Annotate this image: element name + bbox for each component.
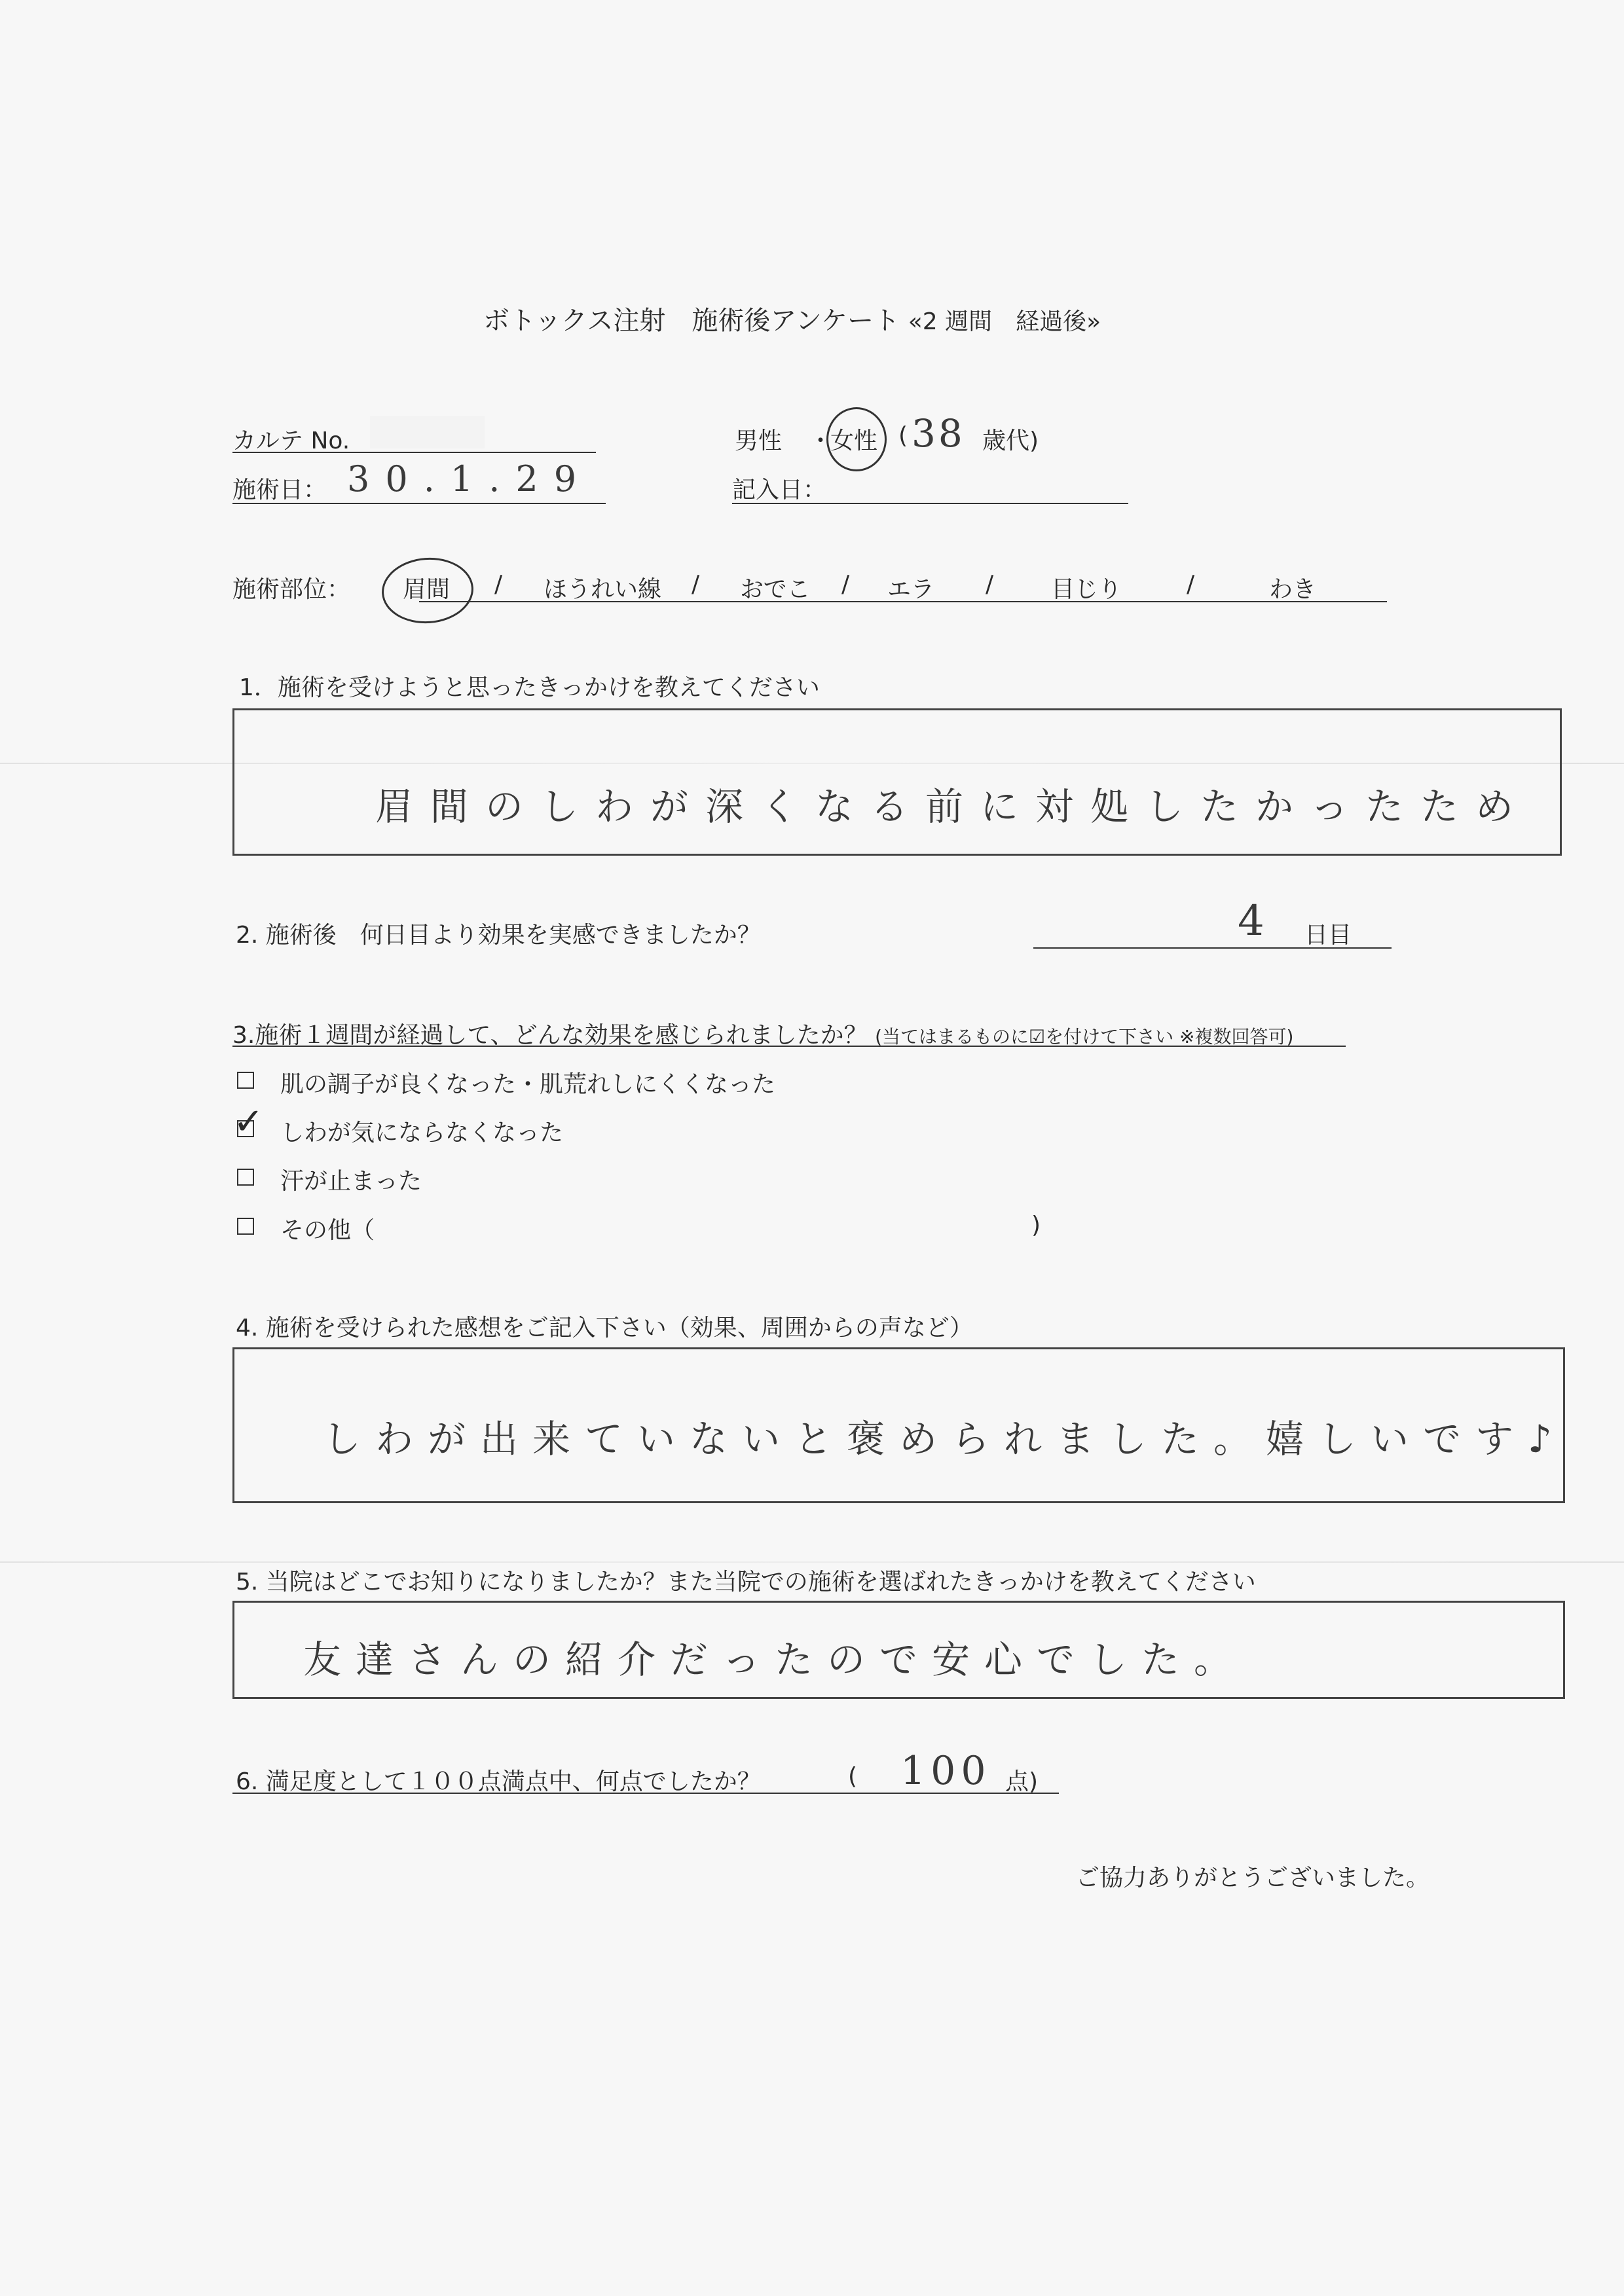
age-value[interactable]: 38 [912,411,965,456]
checkbox-skin[interactable] [237,1072,254,1089]
gender-selected-circle [826,407,887,471]
thanks-message: ご協力ありがとうございました。 [1076,1865,1430,1891]
option-other-close: ) [1031,1212,1041,1239]
gender-male[interactable]: 男性 [735,428,783,454]
gender-separator: ・ [809,428,833,454]
site-selected-circle [380,555,476,627]
q6-question: 6. 満足度として１００点満点中、何点でしたか？ [236,1768,761,1795]
q3-note: (当てはまるものに☑を付けて下さい ※複数回答可) [875,1026,1294,1048]
checkbox-sweat[interactable] [237,1169,254,1186]
age-open: ( [898,422,908,449]
site-separator: / [841,571,850,598]
title-text: ボトックス注射 施術後アンケート [483,306,900,336]
option-other-label: その他（ [280,1217,375,1244]
q6-underline [232,1793,1059,1794]
site-option[interactable]: おでこ [740,576,811,603]
survey-title [483,300,1101,337]
site-separator: / [1187,571,1195,598]
q4-answer-box[interactable] [232,1347,1565,1503]
q5-answer: 友達さんの紹介だったので安心でした。 [303,1637,1247,1682]
q3-underline [232,1046,1346,1047]
treatment-date-label: 施術日： [232,477,327,503]
q2-question: 2. 施術後 何日目より効果を実感できましたか？ [236,922,761,949]
site-separator: / [692,571,700,598]
sites-label: 施術部位： [232,576,351,603]
q3-question-text: 3.施術１週間が経過して、どんな効果を感じられましたか？ [232,1022,868,1049]
site-option[interactable]: わき [1269,576,1317,603]
q4-question: 4. 施術を受けられた感想をご記入下さい（効果、周囲からの声など） [236,1315,973,1341]
sites-underline [419,601,1387,602]
q2-unit: 日目 [1304,922,1352,949]
entry-date-label: 記入日： [732,477,827,503]
q4-answer: しわが出来ていないと褒められました。嬉しいです♪ [323,1417,1567,1461]
q5-question: 5. 当院はどこでお知りになりましたか？また当院での施術を選ばれたきっかけを教えてください [236,1569,1256,1595]
paper-fold-line [0,1561,1624,1563]
option-skin-label: 肌の調子が良くなった・肌荒れしにくくなった [280,1071,776,1098]
entry-date-value[interactable] [838,468,1113,498]
entry-date-underline [732,503,1128,504]
q2-answer[interactable]: 4 [1238,897,1264,945]
site-option[interactable]: 眉間 [403,576,451,603]
q6-answer[interactable]: 100 [900,1748,991,1794]
q6-open: ( [848,1763,858,1790]
gender-female[interactable]: 女性 [830,428,878,454]
age-suffix: 歳代) [982,428,1039,454]
site-separator: / [494,571,503,598]
checkbox-other[interactable] [237,1218,254,1235]
site-option[interactable]: ほうれい線 [544,576,662,603]
karte-underline [232,452,596,453]
option-sweat-label: 汗が止まった [280,1168,422,1195]
option-wrinkles-label: しわが気にならなくなった [280,1120,564,1146]
site-separator: / [986,571,994,598]
treatment-date-value[interactable]: 30.1.29 [347,458,593,500]
karte-value[interactable] [393,419,524,448]
q1-question: 1．施術を受けようと思ったきっかけを教えてください [239,674,820,701]
check-mark-icon: ✓ [233,1101,264,1143]
title-note: «2 週間 経過後» [908,308,1101,335]
treatment-date-underline [232,503,606,504]
q6-unit: 点) [1005,1768,1039,1795]
q1-answer: 眉間のしわが深くなる前に対処したかったため [375,784,1531,829]
site-option[interactable]: エラ [887,576,935,603]
q5-answer-box[interactable] [232,1601,1565,1699]
karte-label: カルテ No. [232,428,350,454]
site-option[interactable]: 目じり [1051,576,1122,603]
q1-answer-box[interactable] [232,708,1562,856]
